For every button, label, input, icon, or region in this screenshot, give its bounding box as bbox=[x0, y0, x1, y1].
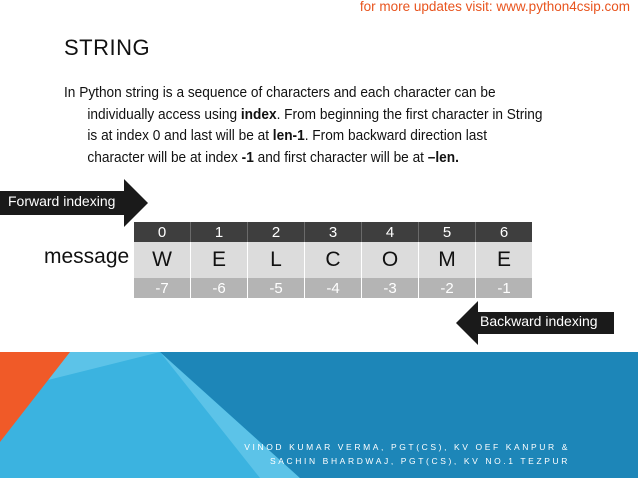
forward-index-cell: 4 bbox=[362, 222, 419, 242]
forward-index-cell: 1 bbox=[191, 222, 248, 242]
forward-index-cell: 0 bbox=[134, 222, 191, 242]
backward-index-cell: -2 bbox=[419, 278, 476, 298]
backward-index-cell: -5 bbox=[248, 278, 305, 298]
forward-index-cell: 2 bbox=[248, 222, 305, 242]
arrow-left-icon bbox=[456, 301, 478, 345]
keyword-minus-1: -1 bbox=[241, 148, 254, 166]
backward-indexing-label: Backward indexing bbox=[480, 313, 598, 329]
keyword-minus-len: –len. bbox=[427, 148, 459, 166]
character-cell: W bbox=[134, 242, 191, 278]
credits-line-1: VINOD KUMAR VERMA, PGT(CS), KV OEF KANPUR & bbox=[244, 442, 570, 452]
forward-index-row bbox=[134, 222, 532, 242]
paragraph-line-1: In Python string is a sequence of characters and each character can be bbox=[64, 84, 496, 101]
backward-index-cell: -6 bbox=[191, 278, 248, 298]
arrow-right-head bbox=[124, 179, 148, 227]
backward-index-cell: -7 bbox=[134, 278, 191, 298]
character-row bbox=[134, 242, 532, 278]
character-cell: M bbox=[419, 242, 476, 278]
variable-name: message bbox=[44, 245, 130, 268]
paragraph-line-2: individually access using index. From beginning the first character in String bbox=[87, 105, 543, 123]
credits-line-2: SACHIN BHARDWAJ, PGT(CS), KV NO.1 TEZPUR bbox=[270, 456, 570, 466]
backward-index-cell: -4 bbox=[305, 278, 362, 298]
string-index-table bbox=[134, 222, 532, 298]
slide-paragraph bbox=[64, 82, 541, 168]
forward-index-cell: 3 bbox=[305, 222, 362, 242]
slide-title: STRING bbox=[64, 35, 151, 60]
author-credits bbox=[244, 440, 570, 468]
backward-index-cell: -3 bbox=[362, 278, 419, 298]
keyword-len-1: len-1 bbox=[272, 127, 305, 144]
forward-index-cell: 5 bbox=[419, 222, 476, 242]
character-cell: O bbox=[362, 242, 419, 278]
character-cell: E bbox=[191, 242, 248, 278]
paragraph-line-4: character will be at index -1 and first character will be at –len. bbox=[87, 148, 459, 166]
character-cell: C bbox=[305, 242, 362, 278]
forward-indexing-label: Forward indexing bbox=[8, 193, 116, 209]
paragraph-line-3: is at index 0 and last will be at len-1. From backward direction last bbox=[87, 127, 488, 144]
website-note: for more updates visit: www.python4csip.com bbox=[359, 0, 630, 14]
keyword-index: index bbox=[240, 105, 277, 123]
forward-index-cell: 6 bbox=[476, 222, 533, 242]
backward-index-cell: -1 bbox=[476, 278, 533, 298]
character-cell: E bbox=[476, 242, 533, 278]
backward-index-row bbox=[134, 278, 532, 298]
character-cell: L bbox=[248, 242, 305, 278]
